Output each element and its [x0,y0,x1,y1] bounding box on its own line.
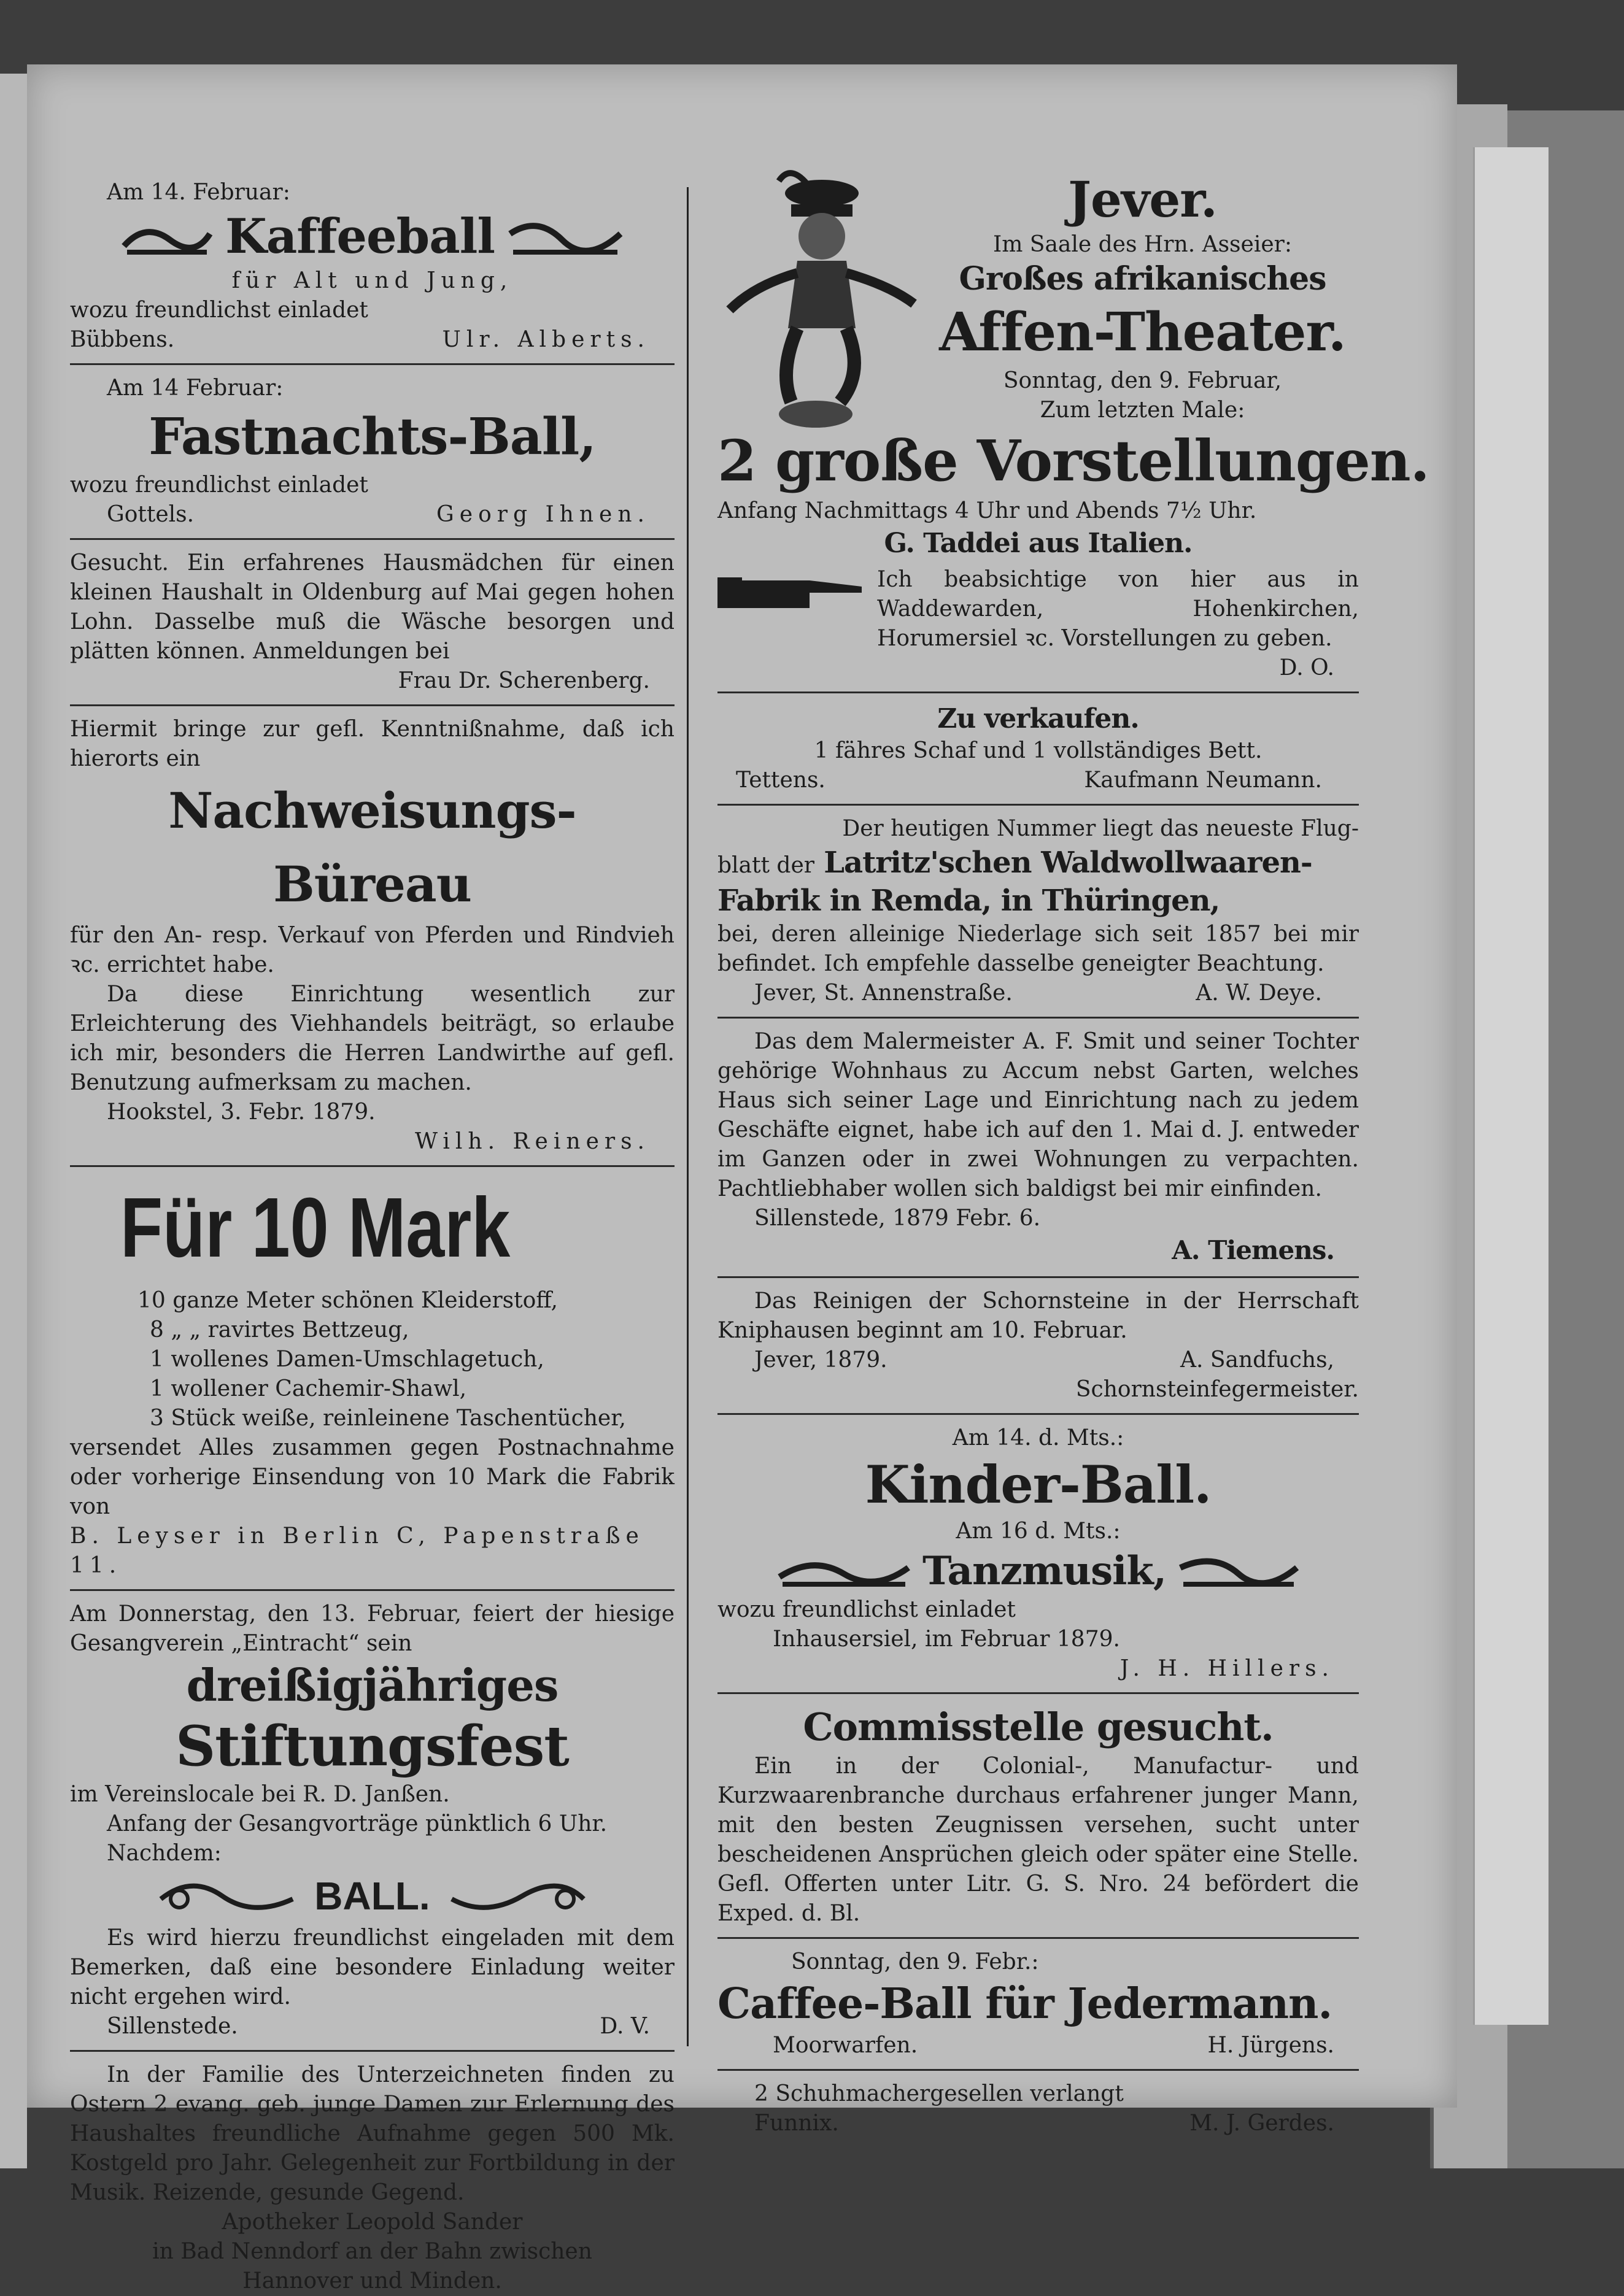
ad-wohnhaus [717,1027,1359,1268]
ad-affen-theater [717,169,1429,683]
ad-separator [717,1692,1359,1694]
ad-title: Commisstelle gesucht. [803,1705,1274,1749]
pointing-hand-icon [717,565,865,620]
ad-line: 2 Schuhmachergesellen verlangt [754,2081,1124,2106]
ad-text: Das Reinigen der Schornsteine in der Herrschaft Kniphausen beginnt am 10. Februar. [717,1289,1359,1343]
ad-signer: J. H. Hillers. [1119,1656,1334,1681]
ad-schornstein [717,1287,1359,1404]
ad-place: Jever, St. Annenstraße. [754,980,1013,1006]
ad-signer: Hannover und Minden. [242,2268,502,2294]
flourish-left-icon [155,1874,296,1917]
page-stack [1473,147,1549,2025]
ad-text: Ein in der Colonial-, Manufactur- und Kurzwaarenbranche durchaus erfahrener junger Mann, mit den besten Zeugnissen versehen, sucht unter bescheidenen Ansprüchen gleich oder später eine Stelle. Gefl. Offerten unter Litr. G. S. Nro. 24 befördert die Exped. d. Bl. [717,1754,1359,1926]
ad-line: Inhausersiel, im Februar 1879. [773,1627,1120,1652]
ad-signer: B. Leyser in Berlin C, Papenstraße 11. [70,1524,644,1578]
ad-separator [70,704,675,706]
ad-signer: Wilh. Reiners. [414,1129,650,1154]
ad-separator [717,1276,1359,1278]
ad-signer: in Bad Nenndorf an der Bahn zwischen [152,2239,592,2264]
ad-signer: A. Tiemens. [1172,1235,1334,1265]
ad-separator [70,2050,675,2052]
ad-place: Hookstel, 3. Febr. 1879. [107,1100,376,1125]
ad-title: Fabrik in Remda, in Thüringen, [717,884,1220,918]
ad-flugblatt [717,814,1359,1008]
ad-title: Tanzmusik, [922,1547,1167,1594]
ad-line: Großes afrikanisches [959,260,1326,298]
ad-signer: Ulr. Alberts. [442,327,650,352]
ad-line: Anfang der Gesangvorträge pünktlich 6 Uhr. [107,1811,608,1836]
ad-place: Tettens. [736,768,826,793]
ad-commisstelle [717,1703,1359,1928]
ad-text: bei, deren alleinige Niederlage sich seit 1857 bei mir befindet. Ich empfehle dasselbe geneigter Beachtung. [717,922,1359,976]
ad-title: dreißigjähriges [186,1659,559,1711]
ad-bureau [70,715,675,1157]
ad-place: Moorwarfen. [773,2033,918,2058]
ad-place: Funnix. [754,2111,839,2136]
ad-title: 2 große Vorstellungen. [717,428,1429,494]
ad-verkaufen [717,702,1359,795]
ad-text: versendet Alles zusammen gegen Postnachnahme oder vorherige Einsendung von 10 Mark die Fabrik von [70,1435,675,1519]
ad-signer: Apotheker Leopold Sander [222,2209,523,2235]
monkey-figure-icon [717,169,926,439]
ad-date: Am 16 d. Mts.: [956,1519,1121,1544]
ad-signer: M. J. Gerdes. [1189,2111,1334,2136]
ad-title: Kinder-Ball. [865,1454,1212,1515]
ad-signer: D. V. [600,2014,650,2039]
ad-title: Zu verkaufen. [937,703,1139,734]
column-divider [687,187,689,2046]
ad-text: Es wird hierzu freundlichst eingeladen mit dem Bemerken, daß eine besondere Einladung weiter nicht ergehen wird. [70,1925,675,2009]
ad-line: Nachdem: [107,1841,222,1866]
ad-line: G. Taddei aus Italien. [884,528,1193,559]
ad-date: Am 14. Februar: [107,180,290,205]
ad-signer: A. W. Deye. [1196,980,1322,1006]
ad-item: 8 „ „ ravirtes Bettzeug, [150,1317,409,1343]
ad-signer: Frau Dr. Scherenberg. [398,668,650,693]
ad-separator [70,363,675,365]
ad-date: Am 14. d. Mts.: [952,1425,1124,1450]
previous-page-edge [0,74,27,2168]
ad-separator [717,1017,1359,1019]
ad-kinderball [717,1423,1359,1684]
ad-date: Sonntag, den 9. Febr.: [791,1949,1039,1974]
ad-text: für den An- resp. Verkauf von Pferden und Rindvieh ꝛc. errichtet habe. [70,923,675,977]
ad-title: Nachweisungs-Büreau [168,782,576,913]
ad-place: Bübbens. [70,327,175,352]
ad-place: Gottels. [107,502,195,527]
ad-mark [70,1176,675,1581]
ad-date: Am 14 Februar: [107,376,284,401]
ad-signer: H. Jürgens. [1207,2033,1334,2058]
ad-signer: Schornsteinfegermeister. [1075,1377,1359,1402]
ad-stiftungsfest [70,1600,675,2041]
ad-signer: Kaufmann Neumann. [1084,768,1322,793]
ad-line: für Alt und Jung, [231,268,513,293]
ad-place: Jever, 1879. [754,1347,887,1373]
ad-text: Gesucht. Ein erfahrenes Hausmädchen für einen kleinen Haushalt in Oldenburg auf Mai gegen hohen Lohn. Dasselbe muß die Wäsche besorgen und plätten können. Anmeldungen bei [70,550,675,664]
ball-label: BALL. [314,1874,430,1918]
ad-line: Zum letzten Male: [1040,398,1245,423]
ad-place: Sillenstede, 1879 Febr. 6. [754,1206,1041,1231]
ad-separator [717,2069,1359,2071]
ad-title: Fastnachts-Ball, [149,407,596,466]
ad-title: Caffee-Ball für Jedermann. [717,1979,1332,2028]
ad-title: Latritz'schen Waldwollwaaren- [824,846,1312,880]
ad-text: Da diese Einrichtung wesentlich zur Erleichterung des Viehhandels beiträgt, so erlaube ich mir, besonders die Herren Landwirthe auf gefl. Benutzung aufmerksam zu machen. [70,982,675,1095]
ad-line: Der heutigen Nummer liegt das neueste Flug- [842,816,1359,841]
ad-fastnacht [70,374,675,530]
ad-signer: Georg Ihnen. [436,502,650,527]
ad-signer: A. Sandfuchs, [1180,1347,1334,1373]
ad-signer: D. O. [1279,655,1334,680]
ad-separator [70,1589,675,1591]
ad-line: wozu freundlichst einladet [70,472,368,498]
ad-line: Im Saale des Hrn. Asseier: [992,232,1292,257]
ornament-right-icon [507,215,624,258]
ad-text: Ich beabsichtige von hier aus in Waddewarden, Hohenkirchen, Horumersiel ꝛc. Vorstellungen zu geben. [877,567,1359,651]
left-column [70,178,675,2296]
ad-text: Das dem Malermeister A. F. Smit und seiner Tochter gehörige Wohnhaus zu Accum nebst Garten, welches Haus sich seiner Lage und Einrichtung nach zu jedem Geschäfte eignet, habe ich auf den 1. Mai d. J. entweder im Ganzen oder in zwei Wohnungen zu verpachten. Pachtliebhaber wollen sich baldigst bei mir einfinden. [717,1029,1359,1201]
ad-separator [717,1937,1359,1939]
ad-line: 1 fähres Schaf und 1 vollständiges Bett. [814,738,1262,763]
ad-item: 3 Stück weiße, reinleinene Taschentücher, [150,1406,626,1431]
ad-place: Sillenstede. [107,2014,238,2039]
ad-line: Sonntag, den 9. Februar, [1003,368,1282,393]
ad-item: 10 ganze Meter schönen Kleiderstoff, [137,1288,559,1313]
ornament-left-icon [776,1552,911,1589]
right-column [717,169,1429,2138]
ad-item: 1 wollener Cachemir-Shawl, [150,1376,467,1401]
ad-title: Für 10 Mark [120,1181,511,1275]
flourish-right-icon [449,1874,590,1917]
ad-title: Jever. [1068,171,1217,228]
ad-text: In der Familie des Unterzeichneten finden zu Ostern 2 evang. geb. junge Damen zur Erlernung des Haushaltes freundliche Aufnahme gegen 500 Mk. Kostgeld pro Jahr. Gelegenheit zur Fortbildung in der Musik. Reizende, gesunde Gegend. [70,2062,675,2205]
ad-title: Stiftungsfest [176,1714,569,1779]
ad-gesucht [70,549,675,696]
ad-separator [717,804,1359,806]
ad-title: Kaffeeball [225,209,495,264]
ad-separator [70,1165,675,1167]
ad-separator [717,691,1359,693]
ad-item: 1 wollenes Damen-Umschlagetuch, [150,1347,544,1372]
ad-line: im Vereinslocale bei R. D. Janßen. [70,1782,450,1807]
ad-kaffeeball [70,178,675,355]
ad-line: wozu freundlichst einladet [717,1597,1016,1622]
ad-line: wozu freundlichst einladet [70,298,368,323]
ad-separator [717,1413,1359,1415]
newspaper-page [27,64,1457,2294]
ad-separator [70,538,675,540]
ad-schuhmacher [717,2079,1359,2138]
ad-text: Am Donnerstag, den 13. Februar, feiert der hiesige Gesangverein „Eintracht“ sein [70,1601,675,1656]
ornament-right-icon [1177,1552,1300,1589]
ad-line: blatt der [717,853,814,878]
ad-caffee-ball [717,1947,1359,2060]
ornament-left-icon [121,215,213,258]
ad-title: Affen-Theater. [939,301,1346,363]
ad-line: Anfang Nachmittags 4 Uhr und Abends 7½ Uhr. [717,498,1257,523]
ad-familie [70,2060,675,2296]
ad-text: Hiermit bringe zur gefl. Kenntnißnahme, daß ich hierorts ein [70,717,675,771]
